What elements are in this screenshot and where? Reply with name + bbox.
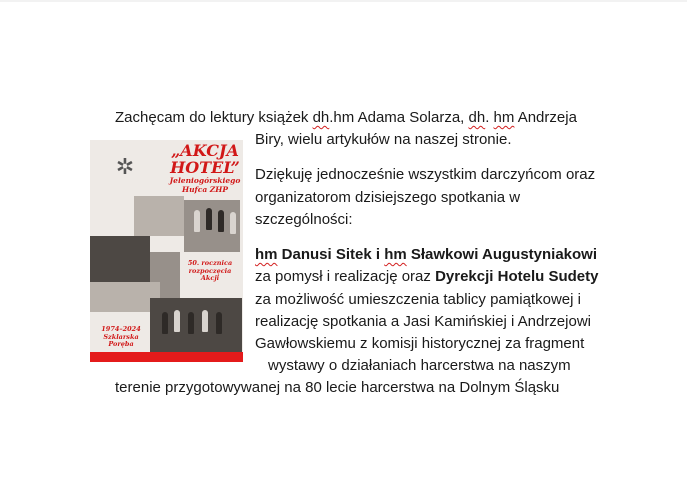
text-run: . xyxy=(485,109,494,126)
cover-figure xyxy=(202,310,208,332)
spellcheck-word: dh xyxy=(312,109,330,126)
cover-subtitle xyxy=(168,177,242,194)
paragraph-3-line-2 xyxy=(255,268,598,286)
cover-figure xyxy=(162,312,168,334)
text-run: Sławkowi Augustyniakowi xyxy=(406,246,598,263)
book-cover-image xyxy=(90,140,243,362)
cover-figure xyxy=(216,312,222,334)
cover-anniversary-line1: 50. rocznica xyxy=(187,259,233,267)
cover-years-text xyxy=(92,326,150,349)
paragraph-2-line-2: organizatorom dzisiejszego spotkania w xyxy=(255,189,521,206)
paragraph-3-line-5: Gawłowskiemu z komisji historycznej za fragment xyxy=(255,335,585,352)
cover-years-line2: Szklarska Poręba xyxy=(103,332,139,348)
spellcheck-word: hm xyxy=(493,109,515,126)
cover-figure xyxy=(194,210,200,232)
spellcheck-word: hm xyxy=(384,246,407,263)
cover-figure xyxy=(174,310,180,332)
paragraph-3-line-3: za możliwość umieszczenia tablicy pamiątkowej i xyxy=(255,291,581,308)
text-run: .hm Adama Solarza, xyxy=(329,109,469,126)
cover-years-line1: 1974–2024 xyxy=(101,325,141,333)
cover-red-band xyxy=(90,352,243,362)
cover-anniversary-text xyxy=(182,260,238,283)
paragraph-3-line-1 xyxy=(255,246,597,264)
cover-subtitle-line1: Jeleniogórskiego xyxy=(169,176,241,185)
text-run: za pomysł i realizację oraz xyxy=(255,268,436,285)
spellcheck-word: dh xyxy=(468,109,486,126)
cover-title-line2: HOTEL” xyxy=(170,158,240,177)
text-run: Zachęcam do lektury książek xyxy=(115,109,313,126)
cover-anniversary-line2: rozpoczęcia xyxy=(188,266,232,275)
cover-title xyxy=(168,142,242,176)
cover-figure xyxy=(230,212,236,234)
paragraph-2-line-3: szczególności: xyxy=(255,211,353,228)
cover-figure xyxy=(218,210,224,232)
page-top-border xyxy=(0,0,687,2)
cover-anniversary-line3: Akcji xyxy=(200,274,220,282)
paragraph-1-line-1 xyxy=(115,109,577,127)
text-run-bold: Dyrekcji Hotelu Sudety xyxy=(435,268,599,285)
cover-photo-3 xyxy=(90,236,150,282)
paragraph-1-line-2: Biry, wielu artykułów na naszej stronie. xyxy=(255,131,512,148)
text-run: Danusi Sitek i xyxy=(277,246,385,263)
paragraph-2-line-1: Dziękuję jednocześnie wszystkim darczyńcom oraz xyxy=(255,166,596,183)
paragraph-3-line-7: terenie przygotowywanej na 80 lecie harcerstwa na Dolnym Śląsku xyxy=(115,379,560,396)
paragraph-3-line-4: realizację spotkania a Jasi Kamińskiej i Andrzejowi xyxy=(255,313,591,330)
spellcheck-word: hm xyxy=(255,246,278,263)
cover-photo-1 xyxy=(134,196,184,236)
paragraph-3-line-6: wystawy o działaniach harcerstwa na naszym xyxy=(268,357,571,374)
cover-figure xyxy=(206,208,212,230)
scout-emblem-icon: ✲ xyxy=(115,154,135,179)
cover-subtitle-line2: Hufca ZHP xyxy=(181,184,228,194)
text-run: Andrzeja xyxy=(514,109,577,126)
cover-figure xyxy=(188,312,194,334)
cover-title-line1: „AKCJA xyxy=(171,141,239,160)
